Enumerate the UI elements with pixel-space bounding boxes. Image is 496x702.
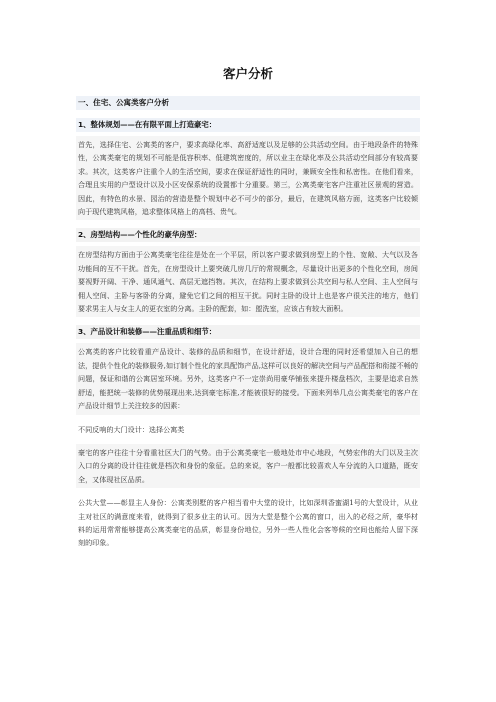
document-title: 客户分析 (222, 66, 273, 81)
paragraph-planning: 首先，选择住宅、公寓类的客户，要求高绿化率、高舒适度以及足够的公共活动空间。由于地段条件的特殊性，公寓类豪宅的规划不可能是低容积率、低建筑密度的，所以业主在绿化率及公共活动空间部分有较高要求。其次，这类客户注重个人的生活空间，要求在保证舒适性的同时，兼顾安全性和私密性。在他们看来，合理且实用的户型设计以及小区安保系统的设置都十分重要。第三，公寓类豪宅客户注重社区景观的营造。因此，有特色的水景、园治的营造是整个规划中必不可少的部分，最后，在建筑风格方面，这类客户比较倾向于现代建筑风格，追求整体风格上的高档、贵气。 (76, 136, 420, 220)
paragraph-design-decoration: 公寓类的客户比较看重产品设计、装修的品质和细节，在设计舒适，设计合理的同时还希望加入自己的想法，提供个性化的装修服务,如订制个性化的家具配饰产品,这样可以良好的解决空间与产品配搭和衔接不畅的问题，保证和谐的公寓居室环境。另外，这类客户不一定崇尚用豪华铺张来提升楼盘档次，主要是追求自然舒适，能把统一装修的优势展现出来,达到豪宅标准,才能被很好的接受。下面来列举几点公寓类豪宅的客户在产品设计细节上关注较多的因素： (76, 343, 420, 414)
subsection-heading-3: 3、产品设计和装修——注重品质和细节： (76, 325, 420, 339)
item-gate-title: 不同反响的大门设计：选择公寓类 (76, 421, 420, 438)
paragraph-room-structure: 在房型结构方面由于公寓类豪宅往往是处在一个平层，所以客户要求做到房型上的个性、宽敞、大气以及各功能间的互不干扰。首先，在房型设计上要突破几房几厅的常规概念，尽量设计出更多的个性化空间，房间要视野开阔、干净、通风通气、高层无遮挡物。其次，在结构上要求做到公共空间与私人空间、主人空间与佣人空间、主卧与客卧的分离，避免它们之间的相互干扰。同时主卧的设计上也是客户很关注的地方，他们要求男主人与女主人的更衣室的分离。主卧的配套，如：盥洗室，应该占有较大面积。 (76, 246, 420, 317)
section-heading: 一、住宅、公寓类客户分析 (76, 96, 420, 110)
paragraph-gate-design: 豪宅的客户往往十分看重社区大门的气势。由于公寓类豪宅一般地处市中心地段，气势宏伟的大门以及主次入口的分离的设计往往就是档次和身份的象征。总的来说，客户一般都比较喜欢人车分流的入口道路，既安全，又体现社区品质。 (76, 444, 420, 488)
document-body (76, 96, 420, 552)
subsection-heading-2: 2、房型结构——个性化的豪华房型： (76, 228, 420, 242)
subsection-heading-1: 1、整体规划——在有限平面上打造豪宅： (76, 118, 420, 132)
paragraph-lobby: 公共大堂——彰显主人身份：公寓类别墅的客户相当看中大堂的设计，比如深圳香蜜湖1号的大堂设计，从业主对社区的满意度来看，就得到了很多业主的认可。因为大堂是整个公寓的窗口，出入的必经之所，豪华材料的运用常常能够提高公寓类豪宅的品质，彰显身份地位，另外一些人性化会客等候的空间也能给人留下深刻的印象。 (76, 494, 420, 552)
